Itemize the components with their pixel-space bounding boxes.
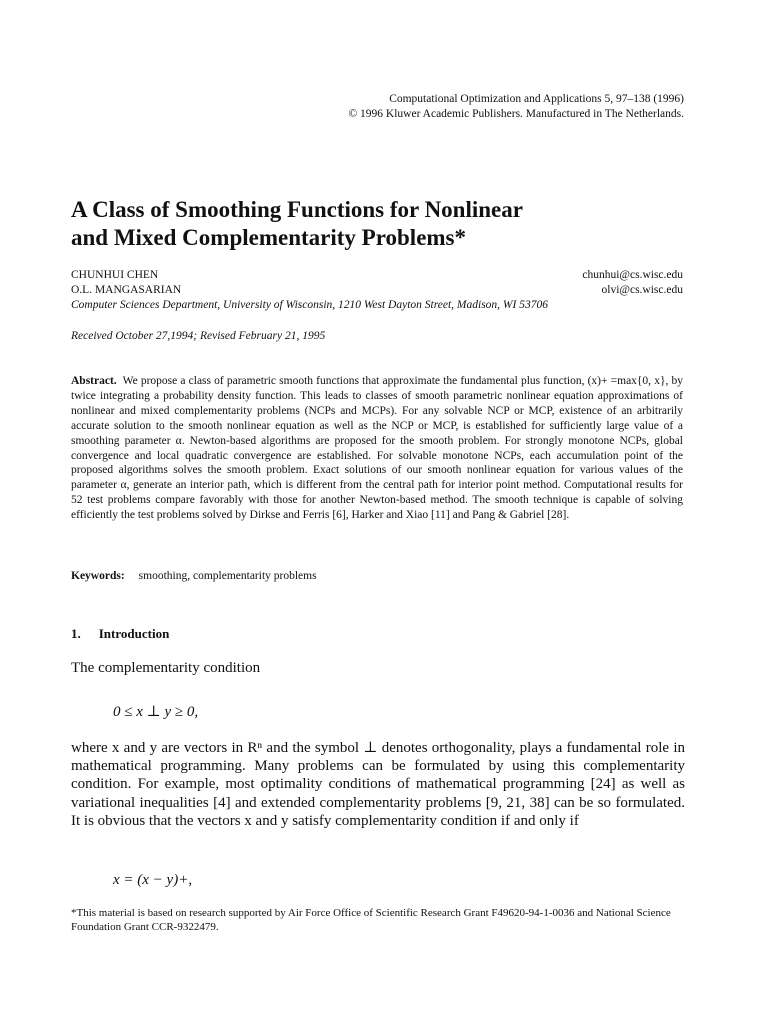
keywords-label: Keywords: [71, 570, 125, 582]
section-heading [71, 626, 169, 642]
author-row [71, 283, 683, 298]
affiliation: Computer Sciences Department, University of Wisconsin, 1210 West Dayton Street, Madison, WI 53706 [71, 299, 548, 311]
received-dates: Received October 27,1994; Revised February 21, 1995 [71, 330, 326, 342]
author-name: CHUNHUI CHEN [71, 269, 159, 281]
journal-header [348, 92, 684, 122]
author-email: chunhui@cs.wisc.edu [582, 269, 683, 281]
abstract-text: We propose a class of parametric smooth functions that approximate the fundamental plus function, (x)+ =max{0, x}, by twice integrating a probability density function. This leads to classes of smooth parametric nonlinear equation approximations of nonlinear and mixed complementarity problems (NCPs and MCPs). For any solvable NCP or MCP, existence of an arbitrarily accurate solution to the smooth nonlinear equation as well as the NCP or MCP, is established for sufficiently large value of a smoothing parameter α. Newton-based algorithms are proposed for the smooth problem. For strongly monotone NCPs, global convergence and local quadratic convergence are established. For solvable monotone NCPs, each accumulation point of the proposed algorithms solves the smooth problem. Exact solutions of our smooth nonlinear equation for various values of the parameter α, generate an interior path, which is different from the central path for interior point method. Computational results for 52 test problems compare favorably with those for another Newton-based method. The smooth technique is capable of solving efficiently the test problems solved by Dirkse and Ferris [6], Harker and Xiao [11] and Pang & Gabriel [28]. [71, 375, 683, 522]
section-title: Introduction [98, 626, 170, 641]
keywords [71, 570, 317, 582]
title-line-2: and Mixed Complementarity Problems* [71, 225, 467, 250]
author-name: O.L. MANGASARIAN [71, 284, 182, 296]
author-row [71, 268, 683, 283]
keywords-text: smoothing, complementarity problems [138, 570, 317, 582]
footnote: *This material is based on research supported by Air Force Office of Scientific Research Grant F49620-94-1-0036 and National Science Foundation Grant CCR-9322479. [71, 907, 671, 933]
equation-plus-function: x = (x − y)+, [113, 872, 193, 888]
body-paragraph: where x and y are vectors in Rⁿ and the symbol ⊥ denotes orthogonality, plays a fundamental role in mathematical programming. Many problems can be formulated by using this complementarity condition. For example, most optimality conditions of mathematical programming [24] as well as variational inequalities [4] and extended complementarity problems [9, 21, 38] can be so formulated. It is obvious that the vectors x and y satisfy complementarity condition if and only if [71, 740, 685, 829]
journal-citation: Computational Optimization and Applications 5, 97–138 (1996) [389, 93, 684, 105]
author-block [71, 268, 683, 313]
title-line-1: A Class of Smoothing Functions for Nonlinear [71, 197, 523, 222]
paper-title [71, 196, 691, 252]
equation-complementarity: 0 ≤ x ⊥ y ≥ 0, [113, 704, 199, 720]
abstract-label: Abstract. [71, 375, 117, 387]
intro-lead: The complementarity condition [71, 660, 261, 676]
abstract [71, 374, 683, 523]
section-number: 1. [71, 626, 81, 641]
author-email: olvi@cs.wisc.edu [601, 284, 683, 296]
journal-copyright: © 1996 Kluwer Academic Publishers. Manufactured in The Netherlands. [348, 108, 684, 120]
